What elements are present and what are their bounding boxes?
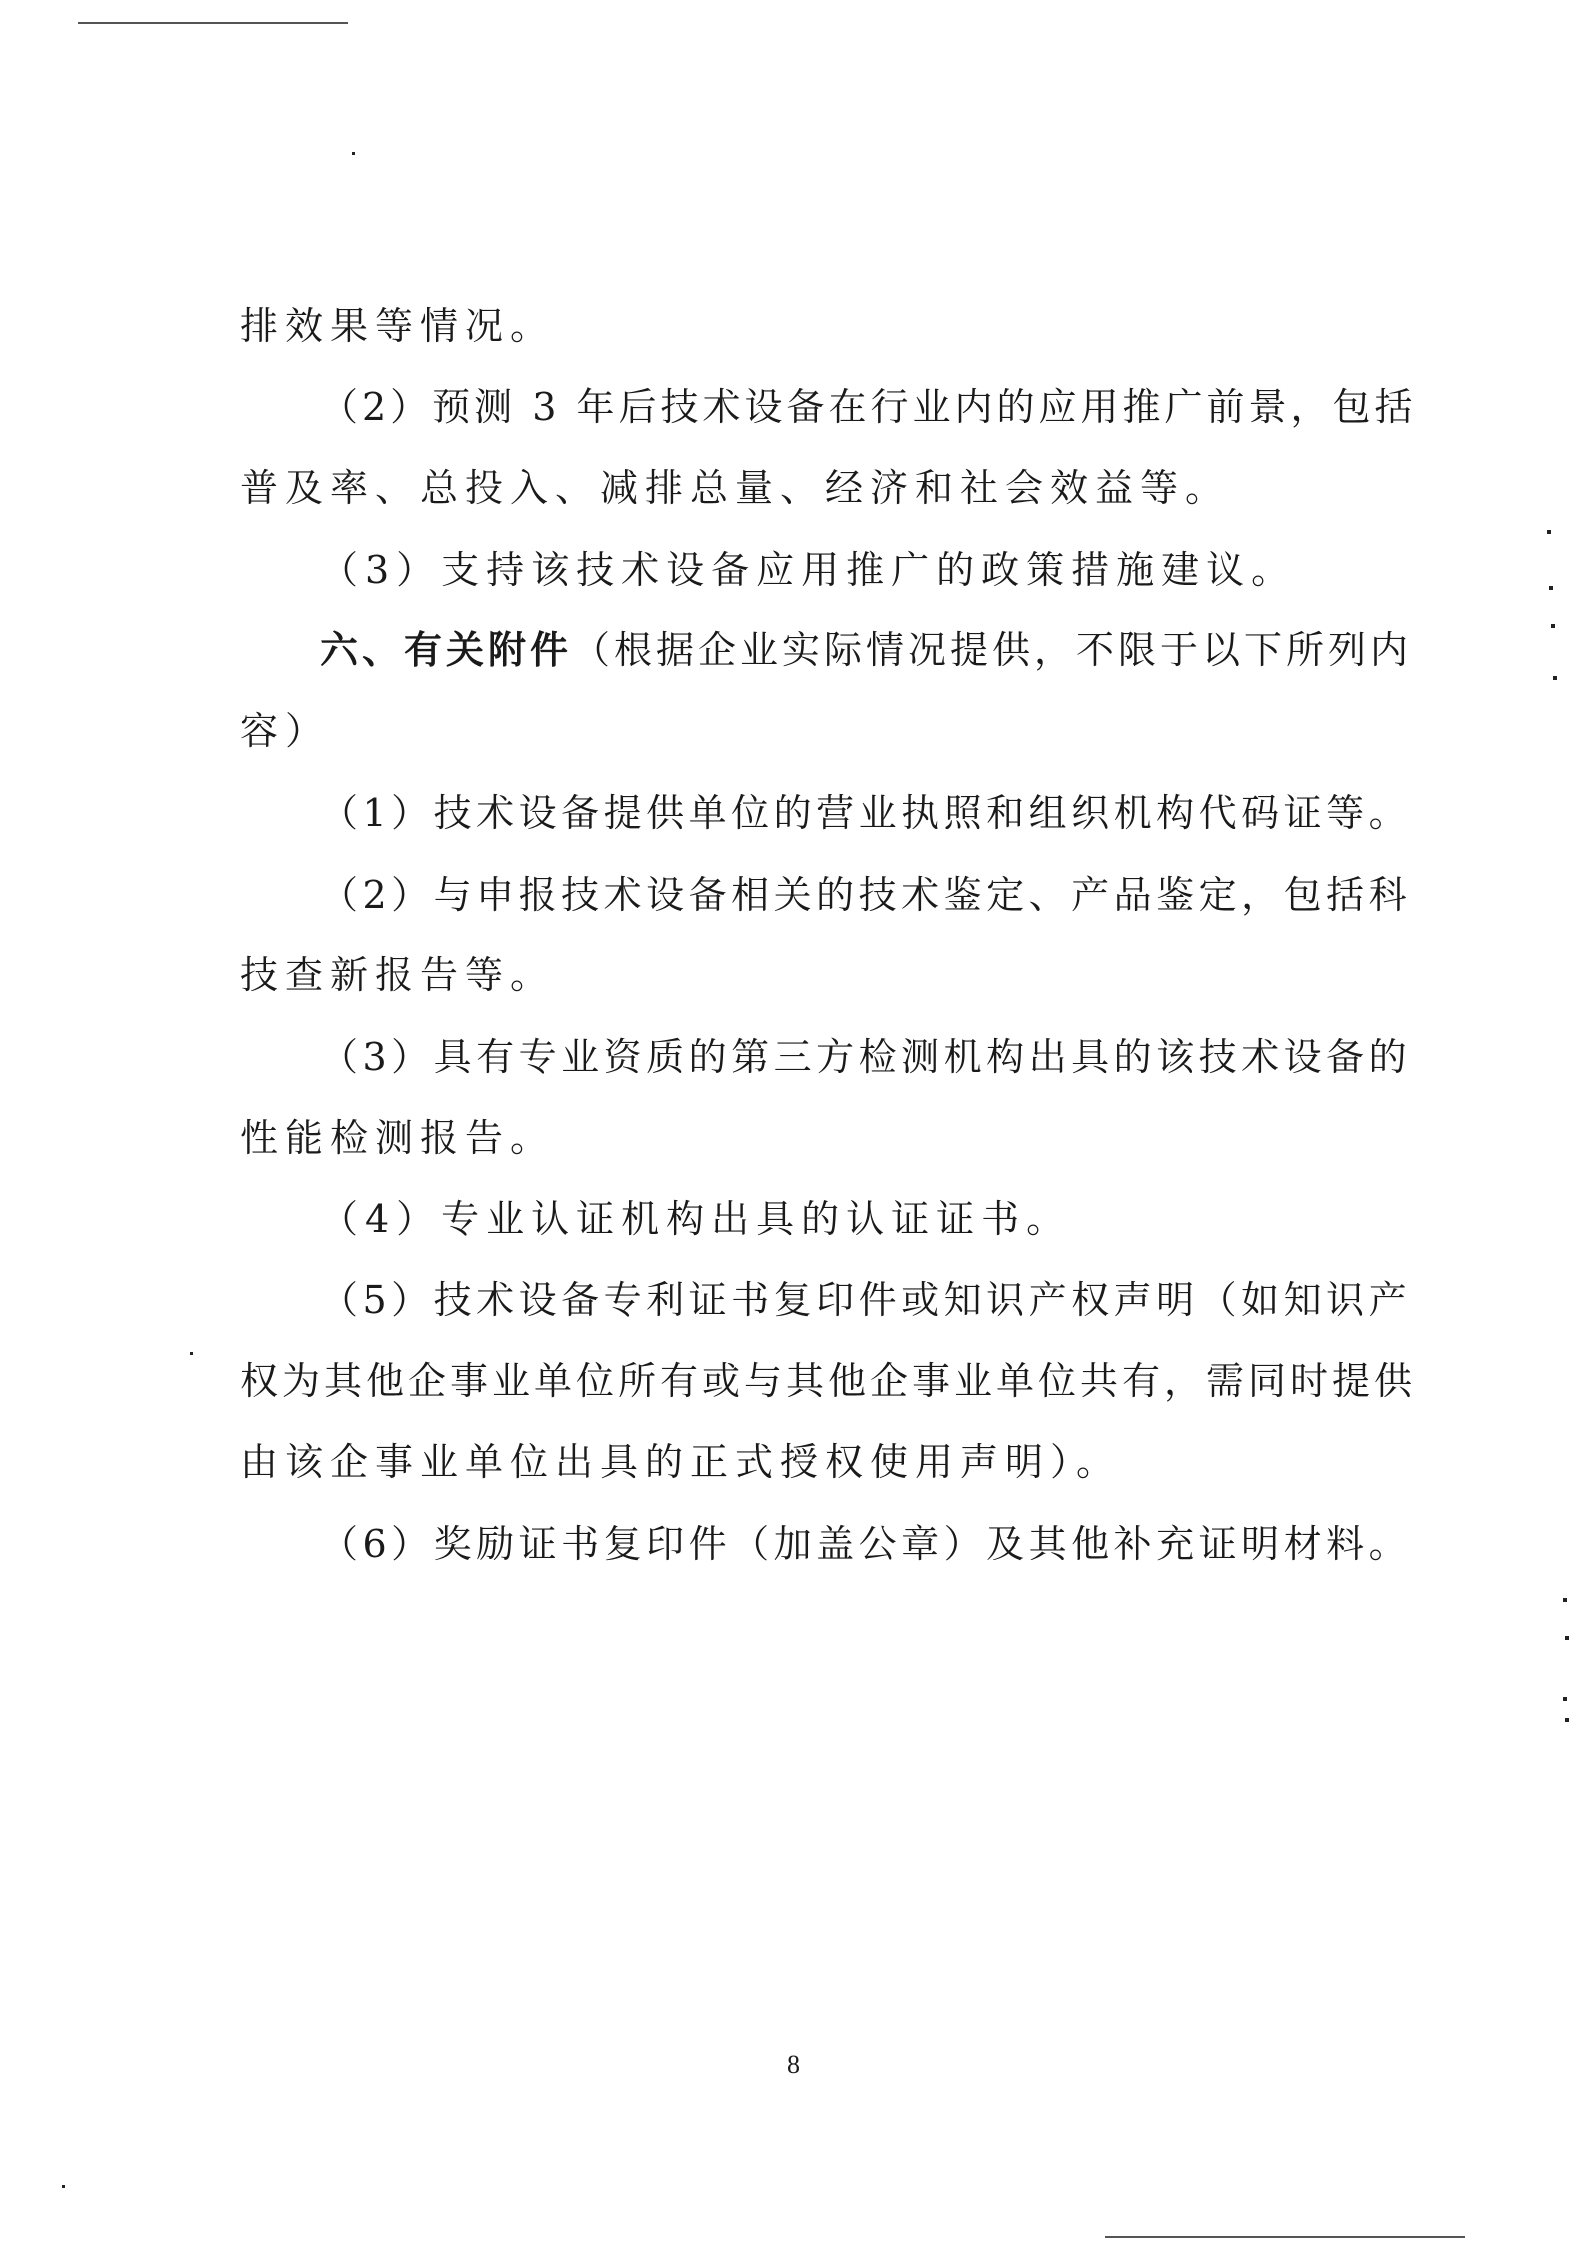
text-line: 技查新报告等。 xyxy=(240,953,556,997)
text-line: （2）预测 3 年后技术设备在行业内的应用推广前景，包括 xyxy=(320,385,1417,429)
text-line: 性能检测报告。 xyxy=(240,1116,556,1160)
section-heading-note: （根据企业实际情况提供，不限于以下所列内 xyxy=(572,628,1413,672)
text-line: （3）具有专业资质的第三方检测机构出具的该技术设备的 xyxy=(320,1035,1412,1079)
scan-artifact-dot xyxy=(1551,624,1555,628)
scan-artifact-dot xyxy=(352,152,355,155)
text-line: （1）技术设备提供单位的营业执照和组织机构代码证等。 xyxy=(320,791,1412,835)
text-line: 权为其他企事业单位所有或与其他企事业单位共有，需同时提供 xyxy=(240,1359,1417,1403)
scan-artifact-dot xyxy=(190,1352,193,1355)
text-line: （2）与申报技术设备相关的技术鉴定、产品鉴定，包括科 xyxy=(320,873,1412,917)
text-line: 排效果等情况。 xyxy=(240,304,556,348)
text-line: 普及率、总投入、减排总量、经济和社会效益等。 xyxy=(240,466,1231,510)
scan-artifact-dot xyxy=(1553,676,1557,680)
scan-artifact-top-line xyxy=(78,22,348,24)
scan-artifact-dot xyxy=(1547,530,1551,534)
page-number: 8 xyxy=(787,2050,800,2079)
section-heading: 六、有关附件 xyxy=(320,627,573,672)
scan-artifact-dot xyxy=(1563,1697,1567,1701)
scan-artifact-dot xyxy=(1549,586,1553,590)
text-line: （5）技术设备专利证书复印件或知识产权声明（如知识产 xyxy=(320,1278,1412,1322)
text-line: （4）专业认证机构出具的认证证书。 xyxy=(320,1197,1072,1241)
scan-artifact-bottom-line xyxy=(1105,2236,1465,2238)
text-line: 由该企事业单位出具的正式授权使用声明）。 xyxy=(240,1440,1122,1484)
scan-artifact-dot xyxy=(1565,1718,1569,1722)
scan-artifact-dot xyxy=(1565,1636,1569,1640)
scan-artifact-dot xyxy=(62,2185,65,2188)
text-line: 容） xyxy=(240,709,331,753)
scan-artifact-dot xyxy=(1563,1598,1567,1602)
text-line: （6）奖励证书复印件（加盖公章）及其他补充证明材料。 xyxy=(320,1522,1412,1566)
text-line: （3）支持该技术设备应用推广的政策措施建议。 xyxy=(320,548,1297,592)
section-heading-line xyxy=(320,627,1413,672)
